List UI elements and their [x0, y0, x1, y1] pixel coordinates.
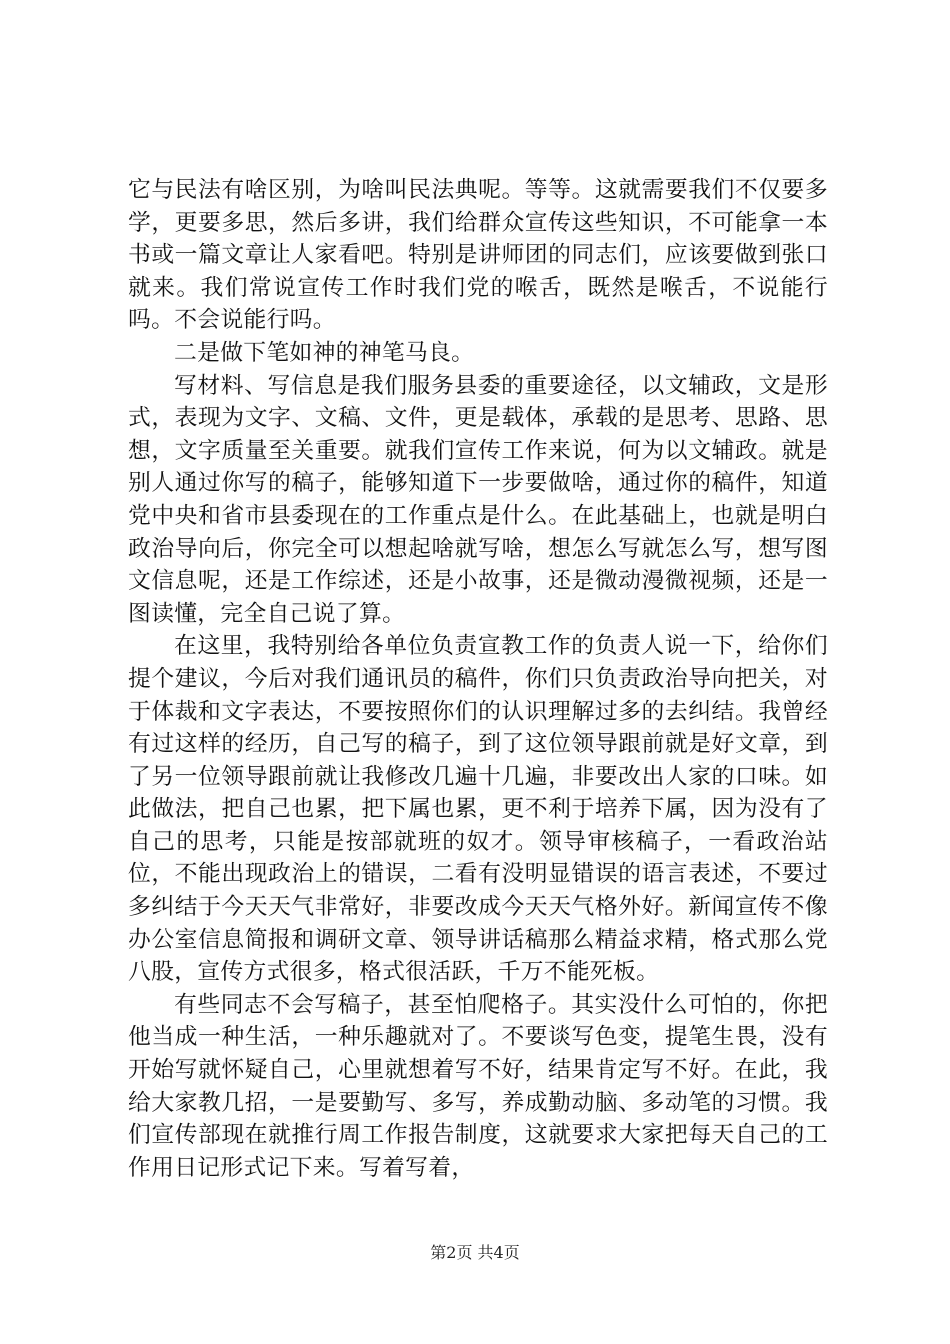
- page-number-footer: 第2页 共4页: [430, 1243, 520, 1262]
- paragraph-continuation: 它与民法有啥区别，为啥叫民法典呢。等等。这就需要我们不仅要多学，更要多思，然后多讲，我们给群众宣传这些知识，不可能拿一本书或一篇文章让人家看吧。特别是讲师团的同志们，应该要做到张口就来。我们常说宣传工作时我们党的喉舌，既然是喉舌，不说能行吗。不会说能行吗。: [128, 177, 828, 334]
- paragraph-writing-tips: 有些同志不会写稿子，甚至怕爬格子。其实没什么可怕的，你把他当成一种生活，一种乐趣就对了。不要谈写色变，提笔生畏，没有开始写就怀疑自己，心里就想着写不好，结果肯定写不好。在此，我给大家教几招，一是要勤写、多写，养成勤动脑、多动笔的习惯。我们宣传部现在就推行周工作报告制度，这就要求大家把每天自己的工作用日记形式记下来。写着写着，: [128, 991, 828, 1181]
- paragraph-heading-two: 二是做下笔如神的神笔马良。: [174, 339, 475, 366]
- document-body: [128, 174, 828, 1184]
- paragraph-suggestion: 在这里，我特别给各单位负责宣教工作的负责人说一下，给你们提个建议，今后对我们通讯员的稿件，你们只负责政治导向把关，对于体裁和文字表达，不要按照你们的认识理解过多的去纠结。我曾经有过这样的经历，自己写的稿子，到了这位领导跟前就是好文章，到了另一位领导跟前就让我修改几遍十几遍，非要改出人家的口味。如此做法，把自己也累，把下属也累，更不利于培养下属，因为没有了自己的思考，只能是按部就班的奴才。领导审核稿子，一看政治站位，不能出现政治上的错误，二看有没明显错误的语言表述，不要过多纠结于今天天气非常好，非要改成今天天气格外好。新闻宣传不像办公室信息简报和调研文章、领导讲话稿那么精益求精，格式那么党八股，宣传方式很多，格式很活跃，千万不能死板。: [128, 633, 828, 986]
- paragraph-writing-materials: 写材料、写信息是我们服务县委的重要途径，以文辅政，文是形式，表现为文字、文稿、文件，更是载体，承载的是思考、思路、思想，文字质量至关重要。就我们宣传工作来说，何为以文辅政。就是别人通过你写的稿子，能够知道下一步要做啥，通过你的稿件，知道党中央和省市县委现在的工作重点是什么。在此基础上，也就是明白政治导向后，你完全可以想起啥就写啥，想怎么写就怎么写，想写图文信息呢，还是工作综述，还是小故事，还是微动漫微视频，还是一图读懂，完全自己说了算。: [128, 372, 828, 627]
